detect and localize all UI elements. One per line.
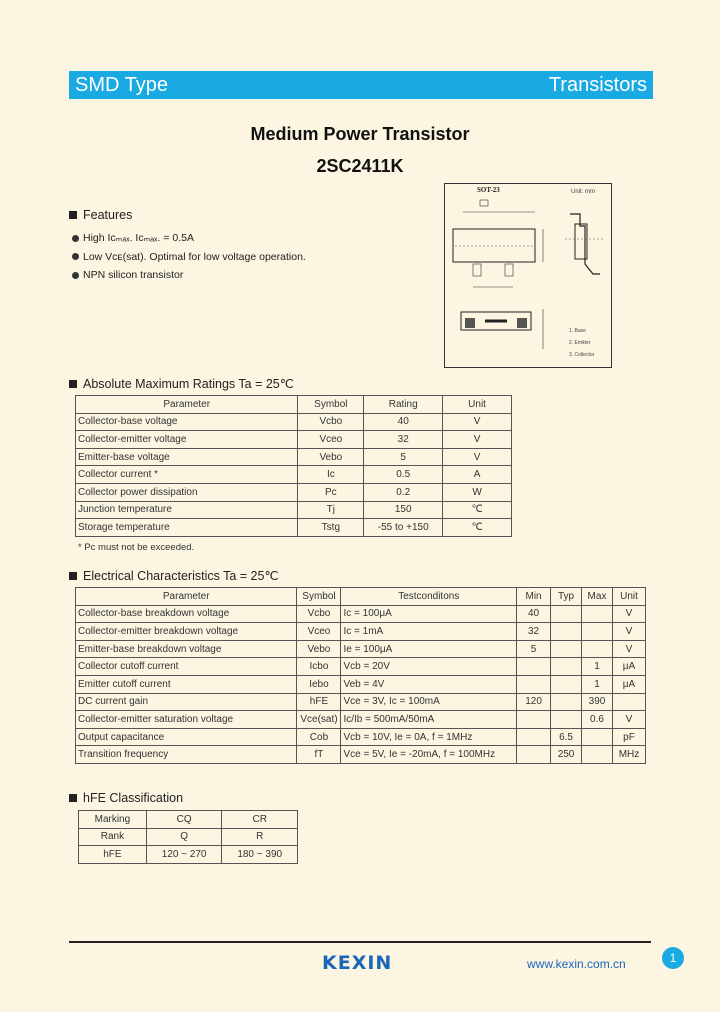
table-cell: Vcbo	[298, 413, 364, 431]
table-cell	[551, 640, 582, 658]
table-cell: -55 to +150	[364, 519, 443, 537]
table-cell: V	[443, 448, 512, 466]
table-cell: 6.5	[551, 728, 582, 746]
table-header-cell: Max	[582, 588, 613, 606]
table-cell: 40	[364, 413, 443, 431]
table-cell	[612, 693, 645, 711]
table-cell: Vce = 3V, Ic = 100mA	[341, 693, 517, 711]
table-cell: Tstg	[298, 519, 364, 537]
page-number: 1	[662, 947, 684, 969]
table-cell	[517, 728, 551, 746]
table-header-cell: Testconditons	[341, 588, 517, 606]
square-bullet-icon	[69, 572, 77, 580]
table-cell: hFE	[297, 693, 341, 711]
footer-divider	[69, 941, 651, 943]
table-cell: Iebo	[297, 675, 341, 693]
table-row	[76, 413, 512, 431]
bullet-dot-icon	[72, 235, 79, 242]
table-cell: Emitter cutoff current	[76, 675, 297, 693]
table-cell: Storage temperature	[76, 519, 298, 537]
table-cell: ℃	[443, 501, 512, 519]
hfe-heading-text: hFE Classification	[83, 791, 184, 805]
page-title: Medium Power Transistor	[250, 124, 470, 144]
header-banner	[69, 71, 653, 99]
table-cell	[551, 711, 582, 729]
table-cell	[517, 711, 551, 729]
table-cell: 150	[364, 501, 443, 519]
kexin-logo: KEXIN	[322, 952, 393, 974]
table-cell: Collector-emitter breakdown voltage	[76, 623, 297, 641]
table-cell: Veb = 4V	[341, 675, 517, 693]
table-cell: Collector current *	[76, 466, 298, 484]
table-cell: Vce = 5V, Ie = -20mA, f = 100MHz	[341, 746, 517, 764]
features-list	[72, 229, 306, 285]
table-cell: CQ	[146, 811, 222, 829]
table-cell	[517, 658, 551, 676]
table-cell: Collector power dissipation	[76, 483, 298, 501]
table-cell: Q	[146, 828, 222, 846]
table-cell: Vceo	[298, 431, 364, 449]
table-cell: pF	[612, 728, 645, 746]
table-cell	[582, 623, 613, 641]
table-header-cell: Symbol	[298, 396, 364, 414]
table-cell: Vcb = 20V	[341, 658, 517, 676]
table-row	[76, 693, 646, 711]
table-cell: Vebo	[297, 640, 341, 658]
table-cell: 5	[517, 640, 551, 658]
table-cell: Marking	[79, 811, 147, 829]
abs-max-note: * Pc must not be exceeded.	[78, 542, 195, 553]
table-row	[76, 448, 512, 466]
table-cell: V	[612, 605, 645, 623]
part-number: 2SC2411K	[316, 156, 404, 176]
package-name: SOT-23	[477, 186, 500, 194]
table-row	[79, 811, 298, 829]
elec-heading	[69, 568, 278, 583]
table-cell	[582, 746, 613, 764]
table-cell	[517, 746, 551, 764]
table-cell	[551, 658, 582, 676]
website-link[interactable]: www.kexin.com.cn	[527, 957, 626, 971]
package-drawing	[444, 183, 612, 368]
table-cell: Tj	[298, 501, 364, 519]
table-row	[76, 640, 646, 658]
square-bullet-icon	[69, 211, 77, 219]
table-cell: Collector cutoff current	[76, 658, 297, 676]
table-header-cell: Unit	[612, 588, 645, 606]
table-cell: V	[612, 623, 645, 641]
table-row	[79, 828, 298, 846]
features-heading	[69, 208, 132, 222]
table-cell	[582, 605, 613, 623]
table-cell: μA	[612, 658, 645, 676]
table-cell: A	[443, 466, 512, 484]
table-cell	[582, 640, 613, 658]
list-item: Low Vᴄᴇ(sat). Optimal for low voltage operation.	[72, 248, 306, 267]
table-cell: Collector-emitter saturation voltage	[76, 711, 297, 729]
table-header-cell: Typ	[551, 588, 582, 606]
table-cell: Vcb = 10V, Ie = 0A, f = 1MHz	[341, 728, 517, 746]
table-cell: 390	[582, 693, 613, 711]
table-cell: 120 ~ 270	[146, 846, 222, 864]
table-cell: 120	[517, 693, 551, 711]
hfe-table	[78, 810, 298, 864]
table-cell: Ic = 100μA	[341, 605, 517, 623]
table-cell: Pc	[298, 483, 364, 501]
table-cell: V	[612, 711, 645, 729]
table-cell	[551, 675, 582, 693]
list-item: High Icₘₐₓ. Icₘₐₓ. = 0.5A	[72, 229, 306, 248]
square-bullet-icon	[69, 380, 77, 388]
table-cell: Junction temperature	[76, 501, 298, 519]
table-row	[76, 501, 512, 519]
table-cell: Ic/Ib = 500mA/50mA	[341, 711, 517, 729]
elec-heading-text: Electrical Characteristics Ta = 25℃	[83, 569, 279, 583]
table-cell: R	[222, 828, 298, 846]
table-header-row	[76, 588, 646, 606]
table-cell: 1	[582, 658, 613, 676]
pin-3-label: 3. Collector	[569, 352, 595, 358]
square-bullet-icon	[69, 794, 77, 802]
pin-2-label: 2. Emitter	[569, 340, 591, 346]
table-cell: MHz	[612, 746, 645, 764]
table-row	[76, 623, 646, 641]
table-row	[76, 466, 512, 484]
table-cell: 32	[517, 623, 551, 641]
table-row	[76, 431, 512, 449]
abs-max-heading-text: Absolute Maximum Ratings Ta = 25℃	[83, 377, 294, 391]
table-row	[76, 711, 646, 729]
table-cell: Ie = 100μA	[341, 640, 517, 658]
table-header-cell: Parameter	[76, 396, 298, 414]
abs-max-table	[75, 395, 512, 537]
table-cell: 0.5	[364, 466, 443, 484]
table-row	[76, 483, 512, 501]
table-row	[76, 675, 646, 693]
abs-max-heading	[69, 376, 294, 391]
table-cell: Output capacitance	[76, 728, 297, 746]
list-item: NPN silicon transistor	[72, 266, 306, 285]
table-cell: hFE	[79, 846, 147, 864]
bullet-dot-icon	[72, 272, 79, 279]
table-cell: 250	[551, 746, 582, 764]
table-header-cell: Unit	[443, 396, 512, 414]
table-row	[76, 746, 646, 764]
table-cell: V	[443, 413, 512, 431]
table-cell: Ic	[298, 466, 364, 484]
table-cell: Emitter-base breakdown voltage	[76, 640, 297, 658]
table-cell: Vceo	[297, 623, 341, 641]
header-left: SMD Type	[75, 74, 168, 96]
table-cell: ℃	[443, 519, 512, 537]
elec-table	[75, 587, 646, 764]
table-cell: Collector-base breakdown voltage	[76, 605, 297, 623]
table-cell: 180 ~ 390	[222, 846, 298, 864]
table-cell: Vce(sat)	[297, 711, 341, 729]
table-cell: CR	[222, 811, 298, 829]
pin-1-label: 1. Base	[569, 328, 586, 334]
table-cell	[517, 675, 551, 693]
table-cell	[551, 605, 582, 623]
table-cell: 0.6	[582, 711, 613, 729]
table-cell: Rank	[79, 828, 147, 846]
table-cell: 40	[517, 605, 551, 623]
table-cell: Ic = 1mA	[341, 623, 517, 641]
table-header-cell: Parameter	[76, 588, 297, 606]
table-cell: Emitter-base voltage	[76, 448, 298, 466]
sot23-outline-diagram	[445, 184, 613, 369]
table-header-cell: Min	[517, 588, 551, 606]
table-header-cell: Symbol	[297, 588, 341, 606]
bullet-dot-icon	[72, 253, 79, 260]
table-cell: fT	[297, 746, 341, 764]
table-row	[79, 846, 298, 864]
package-unit: Unit: mm	[571, 189, 595, 195]
table-cell: μA	[612, 675, 645, 693]
table-cell: Collector-emitter voltage	[76, 431, 298, 449]
table-cell: DC current gain	[76, 693, 297, 711]
hfe-heading	[69, 791, 183, 805]
table-cell: V	[612, 640, 645, 658]
table-cell	[551, 623, 582, 641]
table-cell	[582, 728, 613, 746]
table-cell: Vebo	[298, 448, 364, 466]
table-cell: 1	[582, 675, 613, 693]
table-cell: W	[443, 483, 512, 501]
table-cell: Vcbo	[297, 605, 341, 623]
table-cell: V	[443, 431, 512, 449]
table-cell: Cob	[297, 728, 341, 746]
table-cell: 5	[364, 448, 443, 466]
table-row	[76, 519, 512, 537]
table-row	[76, 605, 646, 623]
table-cell: 32	[364, 431, 443, 449]
table-row	[76, 728, 646, 746]
table-row	[76, 658, 646, 676]
table-cell: Transition frequency	[76, 746, 297, 764]
table-header-cell: Rating	[364, 396, 443, 414]
table-cell: Collector-base voltage	[76, 413, 298, 431]
header-right: Transistors	[548, 74, 647, 96]
table-cell: Icbo	[297, 658, 341, 676]
table-cell: 0.2	[364, 483, 443, 501]
table-header-row	[76, 396, 512, 414]
table-cell	[551, 693, 582, 711]
features-heading-text: Features	[83, 208, 133, 222]
